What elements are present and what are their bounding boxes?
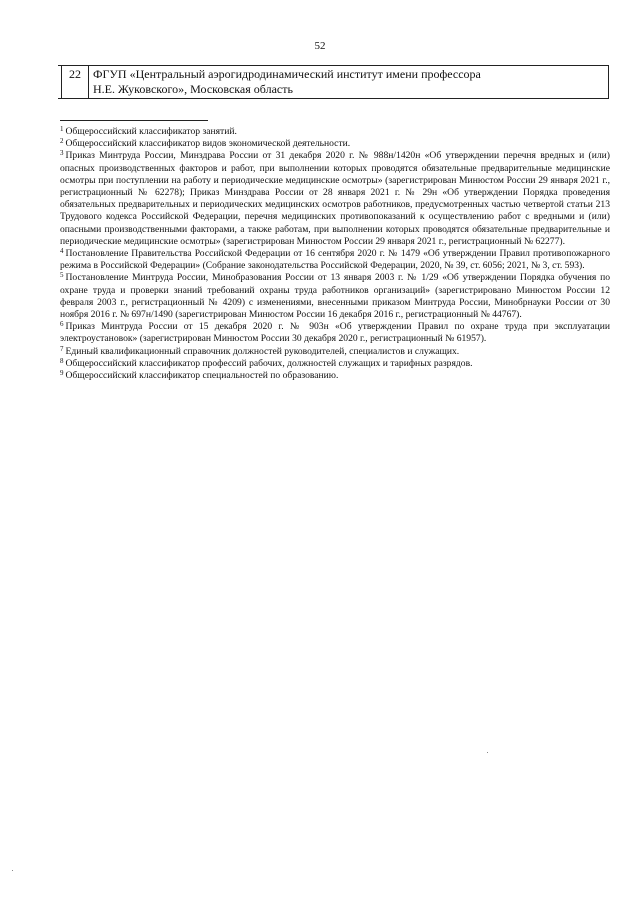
table-row	[58, 66, 609, 99]
footnote-mark: 3	[60, 149, 64, 158]
scan-speck	[487, 752, 488, 753]
footnote-mark: 4	[60, 247, 64, 256]
footnote-text: Общероссийский классификатор видов экономической деятельности.	[65, 138, 351, 150]
organization-name-line1: ФГУП «Центральный аэрогидродинамический институт имени профессора	[93, 67, 481, 81]
footnote-text: Единый квалификационный справочник должностей руководителей, специалистов и служащих.	[65, 345, 460, 357]
footnote-2	[60, 138, 610, 150]
footnote-mark: 1	[60, 125, 64, 133]
footnote-mark: 2	[60, 137, 64, 146]
footnote-1	[60, 126, 610, 138]
page-number: 52	[314, 40, 326, 52]
footnote-text: Постановление Правительства Российской Федерации от 16 сентября 2020 г. № 1479 «Об утверждении Правил противопожарного режима в Российской Федерации» (Собрание законодательства Российской Федерации, 2020, № 39, ст. 6056; 2021, № 3, ст. 593).	[60, 248, 610, 272]
footnote-text: Приказ Минтруда России от 15 декабря 2020 г. № 903н «Об утверждении Правил по охране труда при эксплуатации электроустановок» (зарегистрирован Минюстом России 30 декабря 2020 г., регистрационный № 61957).	[60, 321, 610, 345]
row-number: 22	[62, 66, 89, 99]
footnote-mark: 8	[60, 356, 64, 365]
footnote-text: Общероссийский классификатор профессий рабочих, должностей служащих и тарифных разрядов.	[65, 357, 473, 369]
footnote-separator	[60, 120, 208, 121]
footnote-mark: 5	[60, 271, 64, 280]
scan-speck	[12, 870, 13, 871]
footnote-6	[60, 321, 610, 345]
organization-name	[89, 66, 609, 99]
footnote-5	[60, 272, 610, 321]
footnote-mark: 6	[60, 320, 64, 329]
organization-table	[58, 65, 609, 99]
footnote-text: Общероссийский классификатор специальностей по образованию.	[65, 370, 339, 382]
footnotes-section	[60, 126, 610, 382]
footnote-7	[60, 346, 610, 358]
footnote-3	[60, 150, 610, 248]
footnote-text: Общероссийский классификатор занятий.	[65, 126, 237, 137]
footnote-8	[60, 358, 610, 370]
footnote-text: Постановление Минтруда России, Минобразования России от 13 января 2003 г. № 1/29 «Об утверждении Порядка обучения по охране труда и проверки знаний требований охраны труда работников организаций» (зарегистрировано Минюстом России 12 февраля 2003 г., регистрационный № 4209) с изменениями, внесенными приказом Минтруда России, Минобрнауки России от 30 ноября 2016 г. № 697н/1490 (зарегистрирован Минюстом России 16 декабря 2016 г., регистрационный № 44767).	[60, 272, 610, 321]
footnote-text: Приказ Минтруда России, Минздрава России от 31 декабря 2020 г. № 988н/1420н «Об утверждении перечня вредных и (или) опасных производственных факторов и работ, при выполнении которых проводятся обязательные предварительные медицинские осмотры при поступлении на работу и периодические медицинские осмотры» (зарегистрирован Минюстом России 29 января 2021 г., регистрационный № 62278); Приказ Минздрава России от 28 января 2021 г. № 29н «Об утверждении Порядка проведения обязательных предварительных и периодических медицинских осмотров работников, предусмотренных частью четвертой статьи 213 Трудового кодекса Российской Федерации, перечня медицинских противопоказаний к осуществлению работ с вредными и (или) опасными производственными факторами, а также работам, при выполнении которых проводятся обязательные предварительные и периодические медицинские осмотры» (зарегистрирован Минюстом России 29 января 2021 г., регистрационный № 62277).	[60, 150, 610, 247]
organization-name-line2: Н.Е. Жуковского», Московская область	[93, 82, 293, 96]
footnote-9	[60, 370, 610, 382]
footnote-mark: 7	[60, 344, 64, 353]
footnote-4	[60, 248, 610, 272]
footnote-mark: 9	[60, 369, 64, 378]
